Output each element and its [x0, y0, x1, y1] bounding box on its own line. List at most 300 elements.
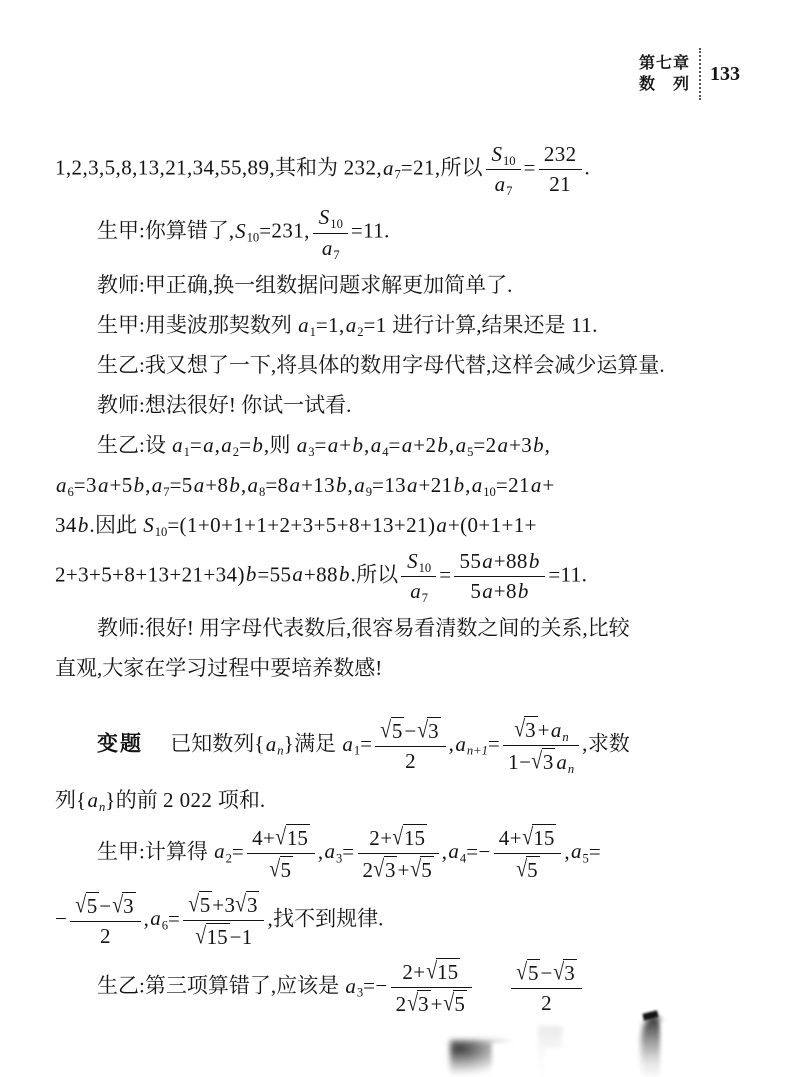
radicand: 15 [206, 925, 228, 950]
math-variable: a [494, 172, 506, 197]
math-text: =5 [169, 472, 193, 497]
subscript: 10 [503, 153, 516, 168]
fraction-numerator [539, 142, 582, 169]
math-text: , [582, 731, 588, 756]
math-variable: a [193, 472, 205, 497]
fraction [70, 888, 140, 953]
subscript: 7 [394, 167, 401, 182]
radicand: 3 [246, 892, 258, 917]
math-text: =13 [371, 472, 407, 497]
content [55, 138, 755, 1022]
math-variable: a [292, 562, 303, 587]
sqrt-radical [392, 824, 427, 851]
math-variable: a [354, 472, 365, 497]
math-variable: a [410, 578, 421, 603]
chinese-text: 生乙:设 [97, 432, 172, 457]
math-variable: S [491, 142, 502, 166]
math-variable: a [296, 432, 308, 457]
bold-label: 变题 [97, 732, 143, 756]
math-variable: a [289, 472, 300, 497]
sqrt-radical [380, 717, 404, 744]
math-variable: b [533, 432, 544, 457]
math-variable: b [133, 472, 145, 497]
sqrt-radical [516, 856, 540, 883]
chinese-text: 的前 [115, 787, 164, 812]
fraction-denominator [391, 987, 472, 1017]
math-text: = [231, 839, 245, 863]
fraction-numerator [503, 716, 579, 745]
page-number: 133 [710, 62, 740, 85]
math-text: =231, [259, 218, 310, 243]
fraction-numerator [247, 824, 315, 853]
radical-sign: √ [513, 715, 525, 742]
math-text: =(1+0+1+1+2+3+5+8+13+21) [167, 512, 436, 537]
sqrt-radical [75, 892, 99, 919]
subscript: 2 [357, 324, 364, 339]
math-text: − [404, 719, 417, 744]
radical-sign: √ [515, 854, 527, 882]
subscript: n [562, 729, 569, 744]
math-text: +88 [493, 548, 528, 573]
text-line [55, 648, 755, 688]
math-text: , [544, 432, 551, 457]
fraction [486, 138, 521, 201]
math-text: 2+ [369, 825, 393, 850]
paragraph [55, 712, 755, 819]
radical-sign: √ [195, 922, 207, 949]
text-line [55, 385, 755, 425]
math-variable: b [338, 562, 350, 587]
math-text: − [99, 893, 112, 918]
subscript: 6 [161, 918, 169, 933]
math-variable: a [455, 432, 467, 457]
subscript: 5 [582, 850, 589, 865]
math-text: 11. [565, 312, 598, 337]
math-variable: a [556, 750, 567, 775]
math-variable: a [345, 312, 357, 337]
math-text: =11. [350, 218, 390, 243]
paragraph [55, 425, 755, 608]
math-text: =8 [265, 472, 289, 497]
math-text: } [105, 787, 116, 812]
text-line [55, 712, 755, 779]
sqrt-radical [112, 892, 136, 919]
chinese-text: 生甲:计算得 [97, 839, 214, 863]
fraction [358, 820, 439, 887]
subscript: 3 [356, 985, 364, 1000]
fraction-denominator [375, 746, 445, 774]
math-variable: a [203, 432, 214, 457]
paragraph [55, 201, 755, 264]
math-variable: a [455, 731, 466, 756]
fraction-denominator [358, 853, 439, 883]
chinese-text: 教师:很好! 用字母代表数后,很容易看清数之间的关系,比较 [97, 616, 630, 641]
math-text: = [588, 839, 602, 863]
subscript: n+1 [466, 743, 488, 758]
math-variable: a [150, 906, 161, 931]
fraction [511, 955, 581, 1020]
math-variable: b [229, 472, 240, 497]
math-text: 4+ [498, 825, 522, 850]
fraction-numerator [391, 958, 472, 987]
subscript: 9 [365, 484, 372, 499]
fraction [247, 820, 315, 887]
fraction [183, 887, 264, 954]
subscript: 10 [330, 217, 343, 232]
radicand: 5 [527, 857, 538, 882]
fraction-denominator [454, 576, 545, 604]
chinese-text: 生甲:用斐波那契数列 [97, 312, 298, 337]
subscript: 7 [421, 590, 429, 605]
math-variable: b [437, 432, 448, 457]
math-text: 21 [549, 172, 572, 197]
fraction-denominator [401, 576, 436, 604]
sqrt-radical [188, 891, 212, 918]
math-variable: a [482, 578, 493, 603]
radical-sign: √ [406, 989, 418, 1017]
fraction-denominator [183, 920, 264, 950]
chinese-text: 生甲:你算错了, [97, 218, 235, 243]
radical-sign: √ [188, 889, 200, 917]
fraction-denominator [494, 853, 562, 883]
math-variable: a [172, 432, 183, 457]
math-variable: a [151, 472, 163, 497]
math-text: , [214, 432, 221, 457]
sqrt-radical [516, 959, 540, 986]
chinese-text: 其和为 [275, 155, 338, 180]
radical-sign: √ [111, 890, 123, 918]
math-variable: a [221, 432, 232, 457]
math-variable: a [298, 312, 309, 337]
text-line [55, 138, 755, 201]
fraction [503, 712, 579, 779]
subscript: 10 [418, 560, 432, 575]
math-text: . [350, 562, 357, 587]
math-text: =1 [363, 312, 393, 337]
subscript: n [567, 762, 575, 777]
math-text: 232, [338, 155, 382, 180]
text-line [55, 305, 755, 345]
chinese-text: 教师:想法很好! 你试一试看. [97, 392, 352, 417]
math-variable: S [318, 205, 330, 230]
math-text: , [240, 472, 247, 497]
math-text: =1, [315, 312, 345, 337]
math-text: , [448, 731, 455, 756]
radicand: 15 [286, 825, 308, 850]
chinese-text: 满足 [294, 731, 342, 756]
radical-sign: √ [410, 854, 421, 882]
math-text: , [465, 472, 471, 497]
radical-sign: √ [416, 716, 428, 743]
text-line [55, 954, 755, 1021]
chinese-text: 求数 [587, 731, 630, 756]
subscript: 10 [483, 484, 496, 499]
math-text: +8 [493, 578, 517, 603]
subscript: 1 [183, 444, 190, 459]
subscript: 3 [335, 850, 343, 865]
chapter-label: 第七章 [638, 55, 690, 72]
fraction [391, 954, 472, 1021]
paragraph [55, 345, 755, 385]
smudge-gray-band [538, 1026, 562, 1077]
chinese-text: 列 [55, 787, 76, 812]
sqrt-radical [531, 748, 555, 775]
math-text: − [540, 961, 553, 986]
subscript: 10 [154, 524, 168, 539]
sqrt-radical [373, 856, 397, 883]
math-text: + [397, 857, 410, 882]
math-text: , [145, 472, 151, 497]
subscript: 4 [382, 444, 389, 459]
radical-sign: √ [522, 822, 534, 850]
radicand: 3 [525, 718, 536, 743]
paragraph [55, 305, 755, 345]
chinese-text: 因此 [94, 512, 143, 537]
math-text: 5 [470, 578, 482, 603]
text-line [55, 345, 755, 385]
math-variable: a [321, 235, 333, 260]
math-text: { [76, 787, 87, 812]
subscript: 3 [308, 444, 315, 459]
sqrt-radical [514, 716, 538, 743]
math-text: =3 [73, 472, 97, 497]
subscript: 5 [467, 444, 474, 459]
sqrt-radical [275, 824, 310, 851]
radical-sign: √ [75, 890, 87, 918]
math-text: 2 [405, 749, 416, 774]
radical-sign: √ [373, 854, 385, 882]
math-variable: S [235, 218, 246, 243]
math-variable: a [383, 155, 394, 180]
smudge-dark-streak [641, 1016, 666, 1077]
math-text: , [267, 906, 274, 931]
math-variable: a [407, 472, 418, 497]
subscript: 2 [225, 850, 232, 865]
math-variable: a [401, 432, 413, 457]
math-text: . [89, 512, 95, 537]
sqrt-radical [235, 891, 259, 918]
radicand: 5 [86, 893, 98, 918]
math-text: =21, [400, 155, 441, 180]
fraction [454, 545, 545, 608]
radical-sign: √ [235, 889, 247, 917]
math-text: 34 [55, 512, 77, 537]
math-variable: b [517, 578, 529, 603]
math-variable: b [252, 432, 263, 457]
text-line [55, 608, 755, 648]
radical-sign: √ [553, 958, 564, 986]
math-text: 4+ [252, 825, 276, 850]
radicand: 3 [542, 750, 554, 775]
math-text: , [441, 839, 448, 863]
radicand: 5 [421, 857, 432, 882]
fraction-denominator [539, 169, 582, 197]
text-line [55, 545, 755, 608]
text-line [55, 780, 755, 820]
math-text: = [439, 562, 452, 587]
fraction-numerator [375, 717, 445, 746]
math-variable: a [97, 472, 109, 497]
chapter-title-block [639, 53, 699, 95]
radicand: 5 [391, 719, 403, 744]
math-text: , [347, 472, 354, 497]
radical-sign: √ [443, 989, 455, 1017]
sqrt-radical [426, 958, 461, 985]
math-text: 2+3+5+8+13+21+34) [55, 562, 245, 587]
fraction [313, 201, 348, 264]
math-text: 2+ [402, 960, 426, 985]
math-variable: a [327, 432, 339, 457]
math-variable: a [265, 731, 277, 756]
math-text: =11. [548, 562, 588, 587]
chinese-text: 则 [269, 432, 296, 457]
math-variable: b [245, 562, 257, 587]
paragraph [55, 954, 755, 1021]
radicand: 15 [437, 960, 459, 985]
fraction-numerator [70, 892, 140, 921]
radicand: 3 [428, 719, 439, 744]
math-text: =− [363, 973, 388, 998]
radicand: 3 [384, 857, 396, 882]
radical-sign: √ [275, 822, 287, 850]
chinese-text: 生乙:第三项算错了,应该是 [97, 973, 345, 998]
radicand: 15 [403, 825, 425, 850]
radicand: 5 [527, 961, 539, 986]
radical-sign: √ [516, 958, 528, 986]
math-text: + [339, 432, 352, 457]
math-variable: a [87, 787, 98, 812]
paragraph [55, 265, 755, 305]
fraction-numerator [358, 824, 439, 853]
math-variable: a [342, 731, 353, 756]
math-text: , [364, 432, 370, 457]
math-variable: a [550, 718, 562, 743]
math-variable: a [436, 512, 447, 537]
math-variable: b [77, 512, 89, 537]
paragraph [55, 608, 755, 688]
page-header [639, 48, 740, 100]
math-text: =− [466, 839, 491, 863]
math-text: − [55, 906, 68, 931]
radical-sign: √ [392, 822, 404, 850]
chinese-text: 教师:甲正确,换一组数据问题求解更加简单了. [97, 272, 513, 297]
chinese-text: 找不到规律. [273, 906, 384, 931]
math-text: = [360, 731, 373, 756]
radical-sign: √ [269, 854, 281, 882]
chinese-text: 已知数列 [170, 731, 255, 756]
radicand: 5 [199, 892, 211, 917]
smudge-white-erase-1 [492, 1042, 617, 1077]
subscript: 1 [353, 743, 361, 758]
fraction [401, 545, 436, 608]
math-variable: S [143, 512, 154, 537]
radicand: 3 [418, 992, 429, 1017]
math-text: 1− [508, 750, 532, 775]
math-text: =2 [473, 432, 497, 457]
text-line [55, 201, 755, 264]
math-variable: a [471, 472, 483, 497]
section-label: 数 列 [638, 76, 690, 93]
smudge-white-erase-2 [545, 1048, 660, 1077]
math-text: =21 [495, 472, 530, 497]
fraction-numerator [511, 959, 581, 988]
text-line [55, 505, 755, 545]
subscript: 7 [163, 484, 170, 499]
chinese-text: 直观,大家在学习过程中要培养数感! [55, 656, 383, 681]
fraction-denominator [70, 921, 140, 949]
chinese-text: 生乙:我又想了一下,将具体的数用字母代替,这样会减少运算量. [97, 352, 665, 377]
chinese-text: 所以 [440, 155, 483, 180]
math-text: + [537, 718, 550, 743]
fraction-denominator [313, 233, 348, 261]
math-text: = [487, 731, 501, 756]
radical-sign: √ [425, 957, 437, 985]
smudge-dark-blot [450, 1040, 512, 1074]
math-text: , [448, 432, 455, 457]
radicand: 5 [454, 992, 465, 1017]
subscript: 4 [459, 850, 467, 865]
math-text: , [317, 839, 324, 863]
subscript: 10 [246, 230, 260, 245]
radicand: 3 [123, 893, 134, 918]
math-text: + [430, 992, 443, 1017]
paragraph [55, 138, 755, 201]
paragraph [55, 820, 755, 955]
math-variable: b [336, 472, 347, 497]
math-text: = [342, 839, 355, 863]
math-text: = [523, 155, 536, 180]
sqrt-radical [407, 990, 431, 1017]
math-text: +8 [205, 472, 229, 497]
math-text: + [542, 472, 555, 497]
sqrt-radical [553, 959, 577, 986]
fraction-numerator [494, 824, 562, 853]
math-text: = [239, 432, 252, 457]
subscript: 1 [309, 324, 316, 339]
text-line [55, 265, 755, 305]
chinese-text: 进行计算,结果还是 [392, 312, 566, 337]
math-text: 2 [99, 924, 111, 949]
math-text: +3 [212, 892, 236, 917]
math-text: +2 [413, 432, 437, 457]
math-variable: a [530, 472, 542, 497]
math-text: =55 [257, 562, 292, 587]
math-text: 55 [459, 548, 482, 573]
math-text: , [564, 839, 571, 863]
fraction [375, 713, 445, 778]
math-text: 232 [543, 142, 577, 166]
math-variable: a [448, 839, 459, 863]
math-text: 1,2,3,5,8,13,21,34,55,89, [55, 155, 275, 180]
radical-sign: √ [380, 716, 392, 743]
radical-sign: √ [531, 747, 543, 775]
math-text: −1 [229, 925, 253, 950]
math-text: = [189, 432, 203, 457]
radicand: 3 [564, 961, 575, 986]
text-line [55, 887, 755, 954]
math-text: = [388, 432, 401, 457]
subscript: n [277, 743, 284, 758]
radicand: 15 [533, 825, 555, 850]
subscript: 8 [259, 484, 266, 499]
sqrt-radical [522, 824, 557, 851]
fraction [539, 138, 582, 201]
math-variable: a [370, 432, 382, 457]
subscript: 7 [506, 183, 513, 198]
math-variable: a [214, 839, 225, 863]
math-variable: a [56, 472, 67, 497]
fraction-numerator [486, 142, 521, 169]
